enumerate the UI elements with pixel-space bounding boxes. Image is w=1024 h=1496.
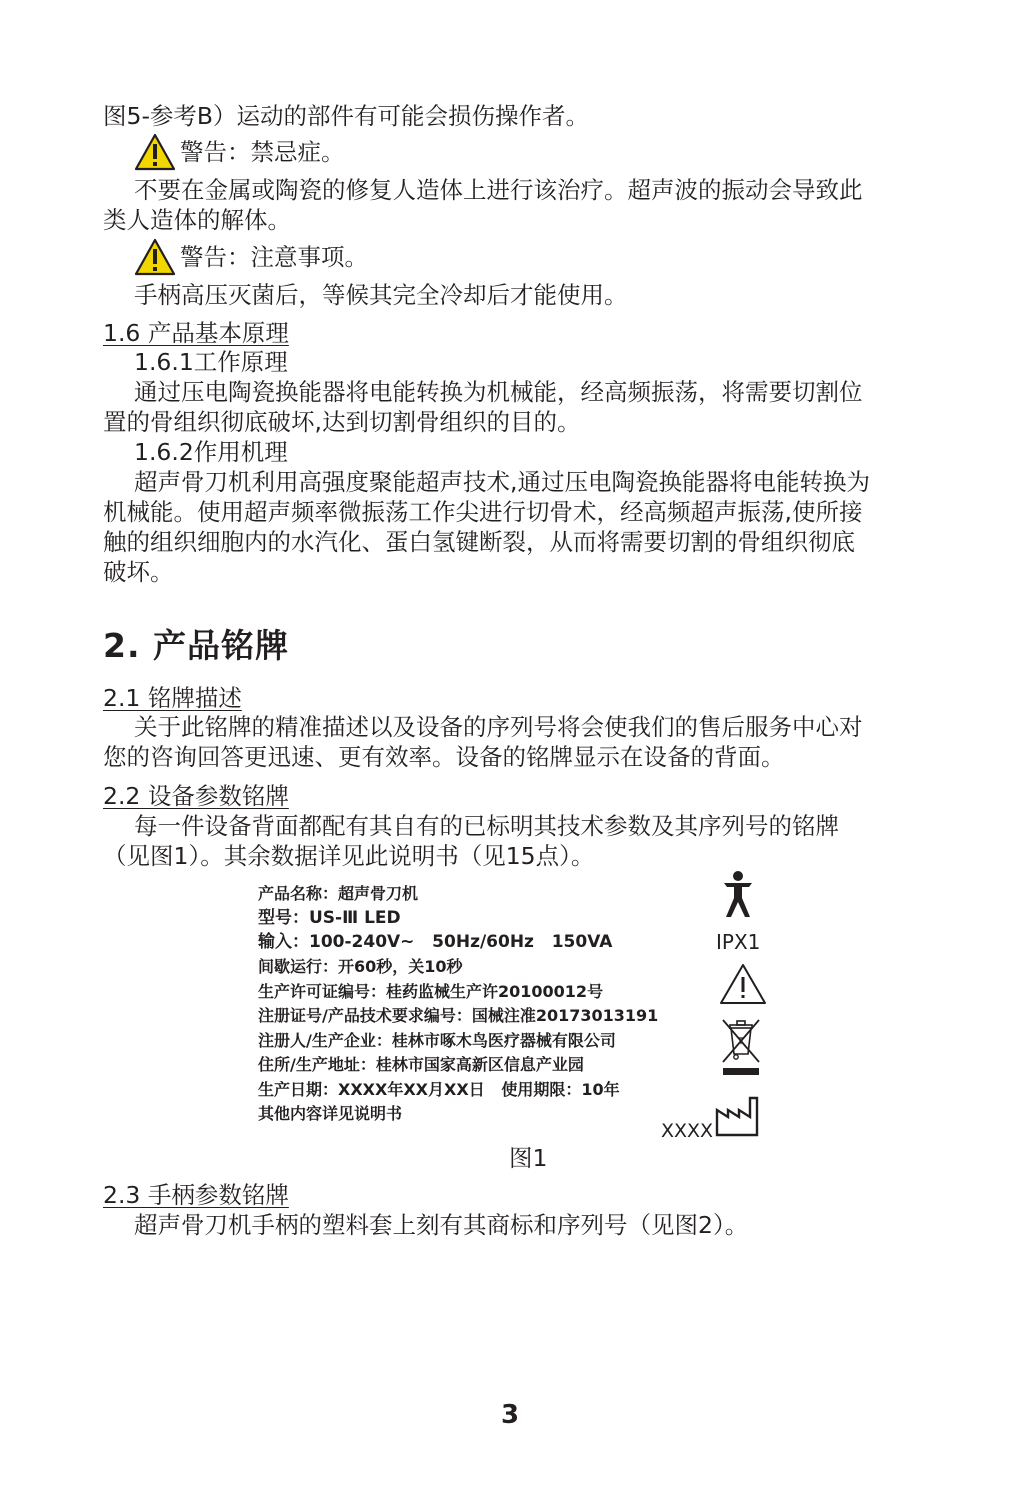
body-line: 超声骨刀机手柄的塑料套上刻有其商标和序列号（见图2）。 [134,1211,749,1239]
nameplate-input: 输入：100-240V~ 50Hz/60Hz 150VA [258,932,613,952]
nameplate-registration-number: 注册证号/产品技术要求编号：国械注准20173013191 [258,1006,659,1025]
nameplate-figure [258,884,778,1144]
page-number: 3 [501,1400,520,1430]
subsection-heading-1-6-1: 1.6.1工作原理 [134,348,288,376]
section-heading-2-1: 2.1 铭牌描述 [103,684,242,712]
warning-text: 警告：注意事项。 [180,243,368,271]
body-line: 机械能。使用超声频率微振荡工作尖进行切骨术，经高频超声振荡,使所接 [103,498,863,526]
weee-crossed-bin-icon [720,1016,762,1078]
body-line: 图5-参考B）运动的部件有可能会损伤操作者。 [103,102,590,130]
body-line: （见图1）。其余数据详见此说明书（见15点）。 [103,842,595,870]
chapter-heading-2: 2. 产品铭牌 [103,626,289,665]
subsection-heading-1-6-2: 1.6.2作用机理 [134,438,288,466]
body-line: 关于此铭牌的精准描述以及设备的序列号将会使我们的售后服务中心对 [134,713,863,741]
nameplate-production-date: 生产日期：XXXX年XX月XX日 使用期限：10年 [258,1080,620,1099]
warning-triangle-icon [134,133,176,171]
body-line: 超声骨刀机利用高强度聚能超声技术,通过压电陶瓷换能器将电能转换为 [134,468,870,496]
manufacture-date-factory-icon [714,1094,760,1138]
body-line: 破坏。 [103,558,174,586]
section-heading-2-2: 2.2 设备参数铭牌 [103,782,289,810]
nameplate-other-info: 其他内容详见说明书 [258,1104,403,1123]
section-heading-2-3: 2.3 手柄参数铭牌 [103,1181,289,1209]
body-line: 每一件设备背面都配有其自有的已标明其技术参数及其序列号的铭牌 [134,812,839,840]
body-line: 您的咨询回答更迅速、更有效率。设备的铭牌显示在设备的背面。 [103,743,785,771]
body-line: 通过压电陶瓷换能器将电能转换为机械能，经高频振荡，将需要切割位 [134,378,863,406]
body-line: 置的骨组织彻底破坏,达到切割骨组织的目的。 [103,408,581,436]
warning-text: 警告：禁忌症。 [180,138,345,166]
nameplate-manufacturer: 注册人/生产企业：桂林市啄木鸟医疗器械有限公司 [258,1031,616,1050]
manufacture-date-value: XXXX [661,1120,714,1142]
body-line: 手柄高压灭菌后，等候其完全冷却后才能使用。 [134,281,628,309]
nameplate-production-license: 生产许可证编号：桂药监械生产许20100012号 [258,982,604,1001]
warning-triangle-icon [134,238,176,276]
figure-caption: 图1 [509,1144,548,1172]
nameplate-product-name: 产品名称：超声骨刀机 [258,884,419,903]
warning-contraindication [134,133,345,171]
nameplate-address: 住所/生产地址：桂林市国家高新区信息产业园 [258,1055,584,1074]
ipx-rating: IPX1 [716,930,761,954]
nameplate-model: 型号：US-Ⅲ LED [258,908,401,928]
section-heading-1-6: 1.6 产品基本原理 [103,319,289,347]
body-line: 不要在金属或陶瓷的修复人造体上进行该治疗。超声波的振动会导致此 [134,176,863,204]
caution-triangle-icon [718,962,768,1006]
body-line: 触的组织细胞内的水汽化、蛋白氢键断裂，从而将需要切割的骨组织彻底 [103,528,855,556]
nameplate-intermittent: 间歇运行：开60秒，关10秒 [258,957,463,976]
body-line: 类人造体的解体。 [103,206,291,234]
warning-precaution [134,238,368,276]
type-b-applied-part-icon [720,870,756,920]
